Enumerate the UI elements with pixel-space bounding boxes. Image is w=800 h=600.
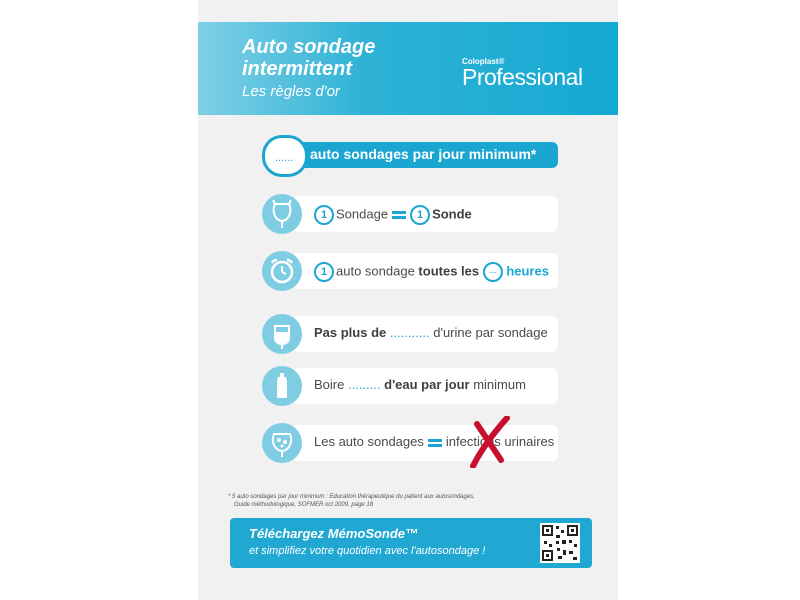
water-bottle-icon	[262, 366, 302, 406]
page-title	[242, 36, 375, 80]
rule-2-b: Sonde	[432, 206, 472, 222]
blank-water: .........	[347, 377, 381, 392]
equals-sign	[428, 439, 442, 447]
rule-4-b: d'urine par sondage	[433, 325, 548, 340]
urine-bag-icon	[262, 314, 302, 354]
rule-2-a: Sondage	[336, 206, 389, 222]
rule-1-text: auto sondages par jour minimum*	[310, 146, 537, 162]
download-banner[interactable]	[230, 518, 592, 568]
page-subtitle: Les règles d'or	[242, 83, 340, 100]
alarm-clock-icon	[262, 251, 302, 291]
equals-sign	[392, 211, 406, 219]
footnote-line-1: * 5 auto sondages par jour minimum : Education thérapeutique du patient aux autosondages,	[228, 494, 475, 500]
blank-volume: ...........	[389, 325, 430, 340]
rule-max-urine	[262, 314, 560, 354]
red-cross-icon	[467, 416, 511, 468]
rule-6-b: infections urinaires	[445, 434, 555, 449]
bacteria-bladder-icon	[262, 423, 302, 463]
rule-3-b: toutes les	[418, 263, 480, 279]
rule-3-a: auto sondage	[336, 263, 415, 279]
rule-one-sonde	[262, 194, 560, 234]
download-subtitle: et simplifiez votre quotidien avec l'autosondage !	[249, 545, 486, 557]
rule-5-text	[314, 377, 526, 392]
footnote	[228, 493, 548, 509]
download-title: Téléchargez MémoSonde™	[249, 526, 419, 541]
rule-6-text	[314, 434, 554, 449]
rule-sondages-per-day	[262, 135, 560, 175]
title-line-1: Auto sondage	[242, 36, 376, 58]
blank-count-bubble	[262, 135, 308, 177]
blank-hours: ...	[483, 262, 503, 282]
blank-count: ......	[275, 152, 294, 164]
number-badge: 1	[314, 205, 334, 225]
rule-drink-water	[262, 366, 560, 406]
rule-3-c: heures	[506, 263, 549, 279]
poster	[198, 0, 618, 600]
brand-logo: Professional	[462, 64, 583, 90]
rule-5-a: Boire	[314, 377, 345, 392]
rule-no-infections	[262, 423, 560, 463]
rule-6-a: Les auto sondages	[314, 434, 424, 449]
rule-5-c: minimum	[473, 377, 526, 392]
title-line-2: intermittent	[242, 58, 352, 80]
rule-interval	[262, 251, 560, 291]
rule-5-b: d'eau par jour	[384, 377, 470, 392]
rule-2-text	[314, 205, 472, 225]
rule-4-text	[314, 325, 548, 340]
header-banner	[198, 22, 618, 115]
rule-3-text	[314, 262, 549, 282]
number-badge: 1	[410, 205, 430, 225]
qr-code-icon[interactable]	[540, 523, 580, 563]
brand-name-small: Coloplast®	[462, 57, 505, 66]
bladder-icon	[262, 194, 302, 234]
rule-4-a: Pas plus de	[314, 325, 387, 340]
number-badge: 1	[314, 262, 334, 282]
footnote-line-2: Guide méthodologique, SOFMER oct 2009, page 18	[234, 502, 374, 508]
